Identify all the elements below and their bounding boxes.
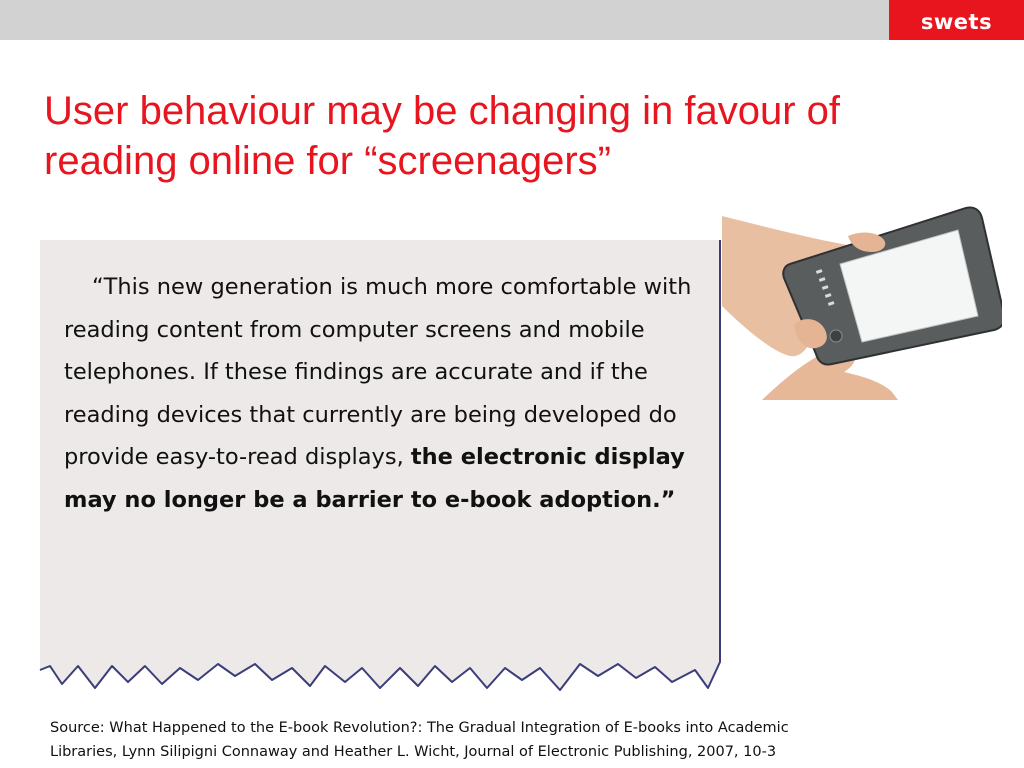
logo-text: swets (920, 10, 993, 34)
source-line-2: Libraries, Lynn Silipigni Connaway and Heather L. Wicht, Journal of Electronic Publishing, 2007, 10-3 (50, 744, 777, 760)
source-citation (50, 716, 1010, 764)
ebook-reader-in-hands-icon (722, 206, 1002, 400)
title-line-2: reading online for “screenagers” (44, 139, 611, 183)
quote-text (64, 266, 724, 521)
title-line-1: User behaviour may be changing in favour of (44, 89, 841, 133)
quote-bold: the electronic display may no longer be a barrier to e-book adoption.” (64, 444, 685, 513)
source-line-1: Source: What Happened to the E-book Revolution?: The Gradual Integration of E-books into Academic (50, 720, 789, 736)
quote-plain: “This new generation is much more comfortable with reading content from computer screens and mobile telephones. If these findings are accurate and if the reading devices that currently are being developed do provide easy-to-read displays, (64, 274, 692, 470)
